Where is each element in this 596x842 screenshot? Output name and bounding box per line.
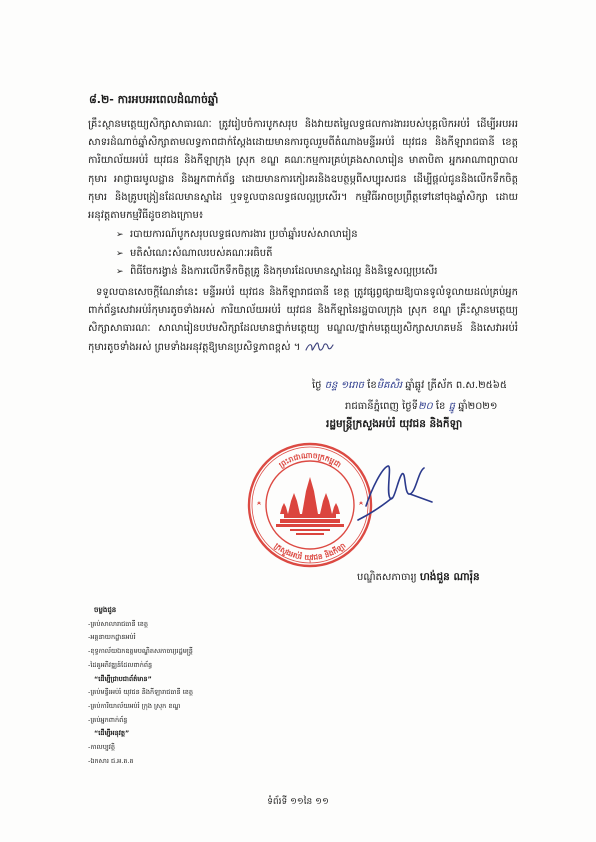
lunar-date-prefix: ថ្ងៃ	[312, 380, 325, 391]
page-number: ទំព័រទី ១១នៃ ១១	[267, 797, 329, 807]
list-item: -កាលប្បវត្តិ	[88, 743, 115, 752]
list-item	[116, 226, 516, 245]
list-item: -គ្រប់ការិយាល័យអប់រំ ក្រុង ស្រុក ខណ្ឌ	[88, 701, 181, 710]
program-list	[116, 226, 516, 282]
solar-date-line	[345, 399, 497, 414]
lunar-day-handwritten: ចន្ទ ១រោច	[324, 380, 365, 391]
list-item	[116, 263, 516, 282]
place-prefix: រាជធានីភ្នំពេញ ថ្ងៃទី	[345, 401, 419, 412]
list-item: -ខុទ្ទកាល័យឯកឧត្តមបណ្ឌិតសភាចារ្យរដ្ឋមន្ត្រី	[88, 647, 193, 656]
list-item-text: របាយការណ៍បូកសរុបលទ្ធផលការងារ ប្រចាំឆ្នាំរបស់សាលារៀន	[130, 229, 358, 240]
list-item-text: ពិធីចែករង្វាន់ និងការលើកទឹកចិត្តគ្រូ និងកុមារដែលមានស្នាដៃល្អ និងនិទ្ទេសល្អប្រសើរ	[130, 266, 438, 278]
lunar-year: ឆ្នាំឆ្លូវ ត្រីស័ក ព.ស.២៥៦៥	[402, 380, 507, 391]
lunar-month-prefix: ខែ	[364, 380, 377, 391]
arrow-bullet-icon	[116, 263, 130, 282]
month-prefix: ខែ	[432, 401, 449, 412]
day-handwritten: ២០	[418, 401, 433, 412]
paragraph-year-end-celebration	[88, 116, 518, 225]
list-item: -គ្រប់សាលារាជធានី ខេត្ត	[88, 619, 148, 628]
handwritten-signature	[352, 458, 438, 524]
arrow-bullet-icon	[116, 245, 130, 264]
solar-year: ឆ្នាំ២០២១	[454, 401, 498, 412]
signatory-name-line	[357, 570, 480, 586]
list-item	[116, 245, 516, 264]
paragraph-text: ទទួលបានសេចក្តីណែនាំនេះ មន្ទីរអប់រំ យុវជន និងកីឡារាជធានី ខេត្ត ត្រូវផ្សព្វផ្សាយឱ្យបានទូលំទូលាយដល់គ្រប់អ្នកពាក់ព័ន្ធសេវាអប់រំកុមារតូចទាំងអស់ ការិយាល័យអប់រំ យុវជន និងកីឡានៃរដ្ឋបាលក្រុង ស្រុក ខណ្ឌ គ្រឹះស្ថានមត្តេយ្យសិក្សាសាធារណៈ សាលារៀនបឋមសិក្សាដែលមានថ្នាក់មត្តេយ្យ មណ្ឌល/ថ្នាក់មត្តេយ្យសិក្សាសហគមន៍ និងសេវាអប់រំកុមារតូចទាំងអស់ ព្រមទាំងអនុវត្តឱ្យមានប្រសិទ្ធភាពខ្ពស់ ។	[88, 287, 518, 353]
list-item-text: មតិសំណេះសំណាលរបស់គណៈអធិបតី	[130, 247, 273, 259]
paragraph-dissemination	[88, 284, 518, 357]
lunar-month-handwritten: មិគសិរ	[376, 380, 403, 391]
signatory-title: រដ្ឋមន្ត្រីក្រសួងអប់រំ យុវជន និងកីឡា	[326, 418, 463, 430]
signatory-name: ហង់ជួន ណារ៉ុន	[419, 571, 480, 583]
list-item: -គ្រប់អ្នកពាក់ព័ន្ធ	[88, 715, 128, 724]
copy-to-list	[88, 604, 308, 768]
paragraph-text: គ្រឹះស្ថានមត្តេយ្យសិក្សាសាធារណៈ ត្រូវរៀបចំការបូកសរុប និងវាយតម្លៃលទ្ធផលការងាររបស់បុគ្គលិកអប់រំ ដើម្បីអបអរសាទរដំណាច់ឆ្នាំសិក្សាតាមលទ្ធភាពជាក់ស្តែងដោយមានការចូលរួមពីតំណាងមន្ទីរអប់រំ យុវជន និងកីឡារាជធានី ខេត្ត ការិយាល័យអប់រំ យុវជន និងកីឡាក្រុង ស្រុក ខណ្ឌ គណៈកម្មការគ្រប់គ្រងសាលារៀន មាតាបិតា អ្នកអាណាព្យាបាលកុមារ អាជ្ញាធរមូលដ្ឋាន និងអ្នកពាក់ព័ន្ធ ដោយមានការកៀរគរនិងឧបត្ថម្ភពីសប្បុរសជន ដើម្បីផ្តល់ជូននិងលើកទឹកចិត្តកុមារ និងគ្រូបង្រៀនដែលមានស្នាដៃ ឬទទួលបានលទ្ធផលល្អប្រសើរ។ កម្មវិធីអាចប្រព្រឹត្តទៅនៅចុងឆ្នាំសិក្សា ដោយអនុវត្តតាមកម្មវិធីដូចខាងក្រោម៖	[88, 119, 518, 222]
arrow-bullet-icon	[116, 226, 130, 245]
copy-to-heading: ចម្លងជូន	[94, 606, 117, 614]
list-item: -ឯកសារ ជ.អ.ត.ត	[88, 756, 134, 765]
lunar-date-line	[312, 378, 507, 393]
seal-top-text: ព្រះរាជាណាចក្រកម្ពុជា	[277, 450, 343, 470]
copy-to-purpose-label: “ដើម្បីជ្រាបជាព័ត៌មាន”	[94, 674, 152, 683]
handwritten-initial-mark	[304, 339, 334, 355]
copy-to-purpose-label: “ដើម្បីអនុវត្ត”	[94, 729, 130, 738]
month-handwritten: ធ្នូ	[448, 401, 455, 412]
list-item: -ដៃគូអភិវឌ្ឍន៍ដែលពាក់ព័ន្ធ	[88, 660, 153, 669]
seal-bottom-text: ក្រសួងអប់រំ យុវជន និងកីឡា	[272, 540, 348, 563]
list-item: -អគ្គនាយកដ្ឋានអប់រំ	[88, 633, 136, 642]
angkor-wat-emblem-icon	[276, 477, 344, 535]
seal-star-left	[257, 501, 261, 505]
list-item: -គ្រប់មន្ទីរអប់រំ យុវជន និងកីឡារាជធានី ខេត្ត	[88, 688, 194, 697]
section-heading: ៨.២- ការអបអរពេលដំណាច់ឆ្នាំ	[89, 93, 219, 106]
signatory-honorific: បណ្ឌិតសភាចារ្យ	[357, 572, 420, 583]
